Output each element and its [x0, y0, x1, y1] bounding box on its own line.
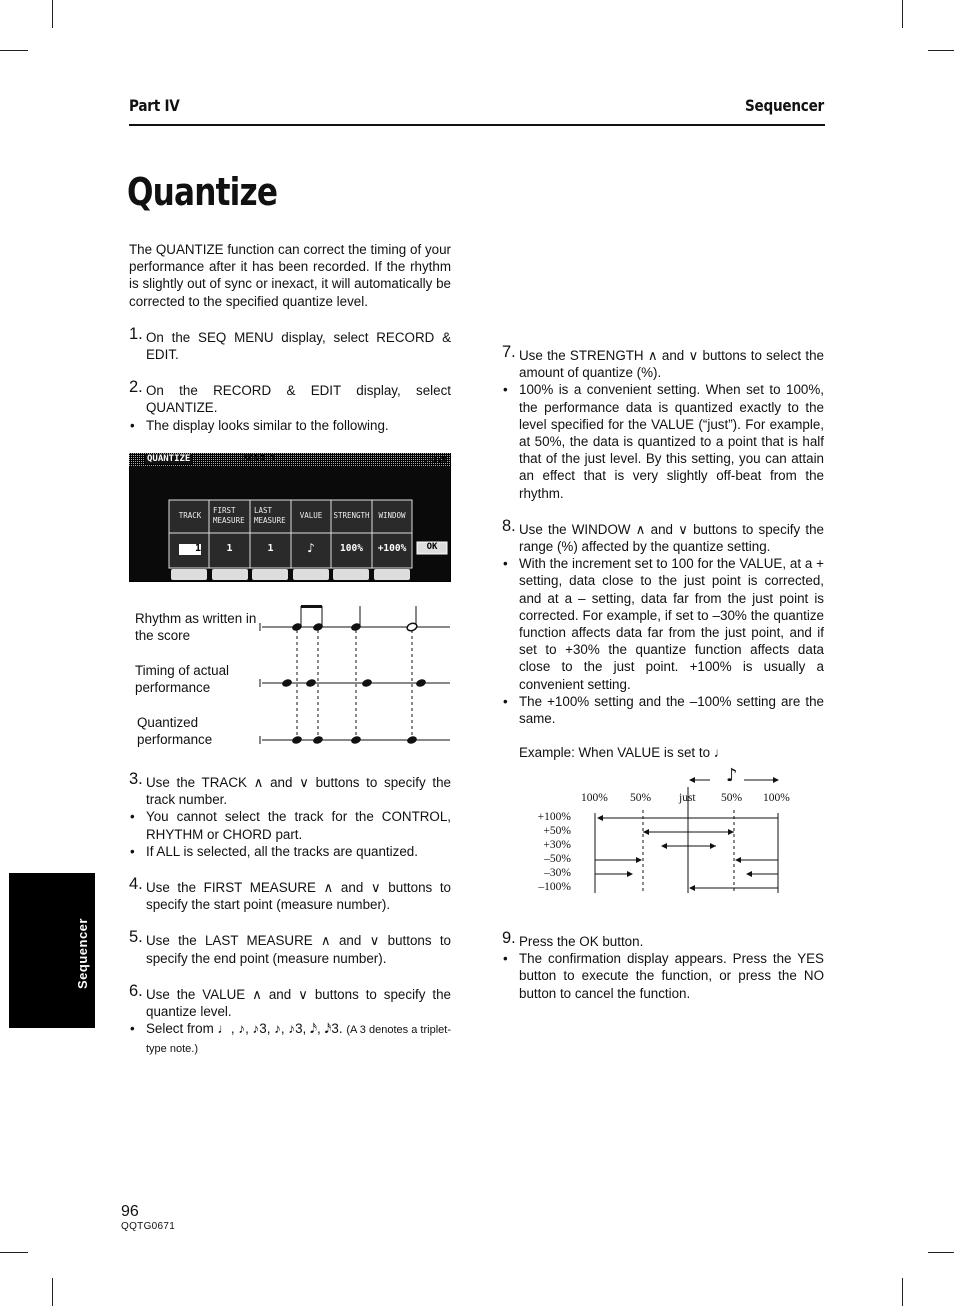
crop-mark: [902, 0, 903, 28]
step-text: On the RECORD & EDIT display, select QUANTIZE.: [146, 383, 451, 416]
step-number: 8.: [502, 516, 516, 535]
lcd-header-strength: STRENGTH: [333, 511, 370, 520]
lcd-value-last: 1: [267, 543, 274, 554]
chart-row-label: +30%: [543, 839, 571, 851]
step-text: Use the WINDOW ∧ and ∨ buttons to specify the range (%) affected by the quantize setting.: [519, 521, 824, 555]
intro-paragraph: The QUANTIZE function can correct the timing of your performance after it has been recorded. If the rhythm is slightly out of sync or inexact, it will automatically be corrected to the specified quantize level.: [129, 242, 451, 309]
window-chart: [520, 765, 820, 900]
step-number: 7.: [502, 343, 516, 361]
lcd-header-value: VALUE: [299, 511, 323, 520]
step-text: Use the STRENGTH ∧ and ∨ buttons to select the amount of quantize (%).: [519, 348, 824, 381]
bullet: [129, 1020, 451, 1058]
left-column-lower: [129, 770, 451, 1059]
bullet: • 100% is a convenient setting. When set to 100%, the performance data is quantized exactly to the level specified for the VALUE (“just”). For example, at 50%, the data is quantized to a point that is half that of the just level. By this setting, you can attain an effect that is very slightly off-beat from the rhythm.: [502, 381, 824, 501]
step-number: 4.: [129, 875, 143, 894]
lcd-header-window: WINDOW: [378, 511, 406, 520]
lcd-display: [129, 453, 451, 582]
step-number: 2.: [129, 378, 143, 397]
lcd-value-track: 1: [194, 543, 201, 554]
side-tab-label: Sequencer: [75, 918, 90, 989]
bullet: • With the increment set to 100 for the VALUE, at a + setting, data close to the just point is corrected, and at a – setting, data far from the just point is corrected. For example, if set to –30% the quantize function affects data far from the just point, and if set to +30% the quantize function affects data close to the just point. +100% is usually a convenient setting.: [502, 555, 824, 693]
crop-mark: [928, 50, 954, 51]
bullet: • You cannot select the track for the CONTROL, RHYTHM or CHORD part.: [129, 808, 451, 842]
chart-row-label: +100%: [537, 811, 571, 823]
lcd-header-track: TRACK: [178, 511, 202, 520]
page-number: 96: [121, 1203, 139, 1220]
step-9: [502, 929, 824, 950]
step-text: Use the LAST MEASURE ∧ and ∨ buttons to specify the end point (measure number).: [146, 933, 451, 966]
crop-mark: [0, 50, 28, 51]
lcd-value-first: 1: [226, 543, 233, 554]
left-column: [129, 241, 451, 434]
lcd-header-first: FIRST MEASURE: [213, 506, 245, 525]
rhythm-written-label: Rhythm as written in the score: [135, 611, 257, 643]
step-text: Use the FIRST MEASURE ∧ and ∨ buttons to specify the start point (measure number).: [146, 880, 451, 913]
bullet: • The display looks similar to the following.: [129, 417, 451, 434]
side-tab: [9, 873, 95, 1028]
lcd-value-note: ♪: [307, 541, 315, 555]
step-number: 5.: [129, 928, 143, 947]
triplet-note: (A 3 denotes a triplet-type note.): [146, 1024, 451, 1056]
step-number: 3.: [129, 770, 143, 788]
chart-top-label: 100%: [763, 792, 790, 804]
chart-row-label: –100%: [538, 881, 571, 893]
lcd-value-window: +100%: [377, 543, 407, 554]
window-chart-lines: [520, 765, 820, 900]
chart-top-label: 50%: [630, 792, 652, 804]
chart-row-label: –30%: [544, 867, 571, 879]
step-6: [129, 981, 451, 1020]
step-text: Press the OK button.: [519, 934, 644, 949]
step-2: [129, 378, 451, 416]
chart-row-label: +50%: [543, 825, 571, 837]
rhythm-diagram: [255, 600, 455, 750]
bullet: • The +100% setting and the –100% setting are the same.: [502, 693, 824, 727]
bullet: • The confirmation display appears. Press the YES button to execute the function, or press the NO button to cancel the function.: [502, 950, 824, 1002]
value-options: Select from ♩, ♪, ♪3, ♪, ♪3, 𝅘𝅥𝅯, 𝅘𝅥𝅯3.: [146, 1021, 343, 1037]
step-3: [129, 770, 451, 808]
crop-mark: [52, 0, 53, 28]
crop-mark: [0, 1252, 28, 1253]
step-number: 9.: [502, 929, 516, 947]
step-text: Use the VALUE ∧ and ∨ buttons to specify the quantize level.: [146, 986, 451, 1020]
lcd-song: SONG 1: [243, 454, 276, 464]
right-column: [502, 343, 824, 761]
header-rule: [129, 124, 825, 126]
chart-note: ♪: [726, 765, 738, 786]
step-5: [129, 928, 451, 966]
chart-top-label: 100%: [581, 792, 608, 804]
bullet: • If ALL is selected, all the tracks are quantized.: [129, 843, 451, 860]
step-number: 6.: [129, 981, 143, 1000]
lcd-header-last: LAST MEASURE: [254, 506, 286, 525]
step-7: [502, 343, 824, 381]
lcd-value-strength: 100%: [340, 543, 363, 554]
page-title: Quantize: [127, 170, 278, 214]
chart-row-label: –50%: [544, 853, 571, 865]
crop-mark: [928, 1252, 954, 1253]
step-text: Use the TRACK ∧ and ∨ buttons to specify the track number.: [146, 775, 451, 808]
document-code: QQTG0671: [121, 1221, 176, 1232]
example-caption: Example: When VALUE is set to ♩: [519, 745, 728, 761]
crop-mark: [902, 1278, 903, 1306]
lcd-title: QUANTIZE: [147, 454, 191, 464]
lcd-tempo: ♩=120: [423, 455, 448, 464]
step-1: [129, 324, 451, 363]
header-section: Sequencer: [744, 96, 824, 115]
step-text: On the SEQ MENU display, select RECORD & EDIT.: [146, 329, 451, 363]
rhythm-quantized-label: Quantized performance: [137, 715, 213, 747]
rhythm-actual-label: Timing of actual performance: [135, 663, 230, 695]
chart-top-label: just: [679, 792, 696, 804]
step-4: [129, 875, 451, 913]
lcd-ok-button[interactable]: OK: [426, 542, 438, 552]
header-part: Part IV: [129, 96, 180, 115]
step-number: 1.: [129, 324, 143, 343]
chart-top-label: 50%: [721, 792, 743, 804]
step-8: [502, 516, 824, 555]
right-column-lower: [502, 929, 824, 1002]
crop-mark: [52, 1278, 53, 1306]
